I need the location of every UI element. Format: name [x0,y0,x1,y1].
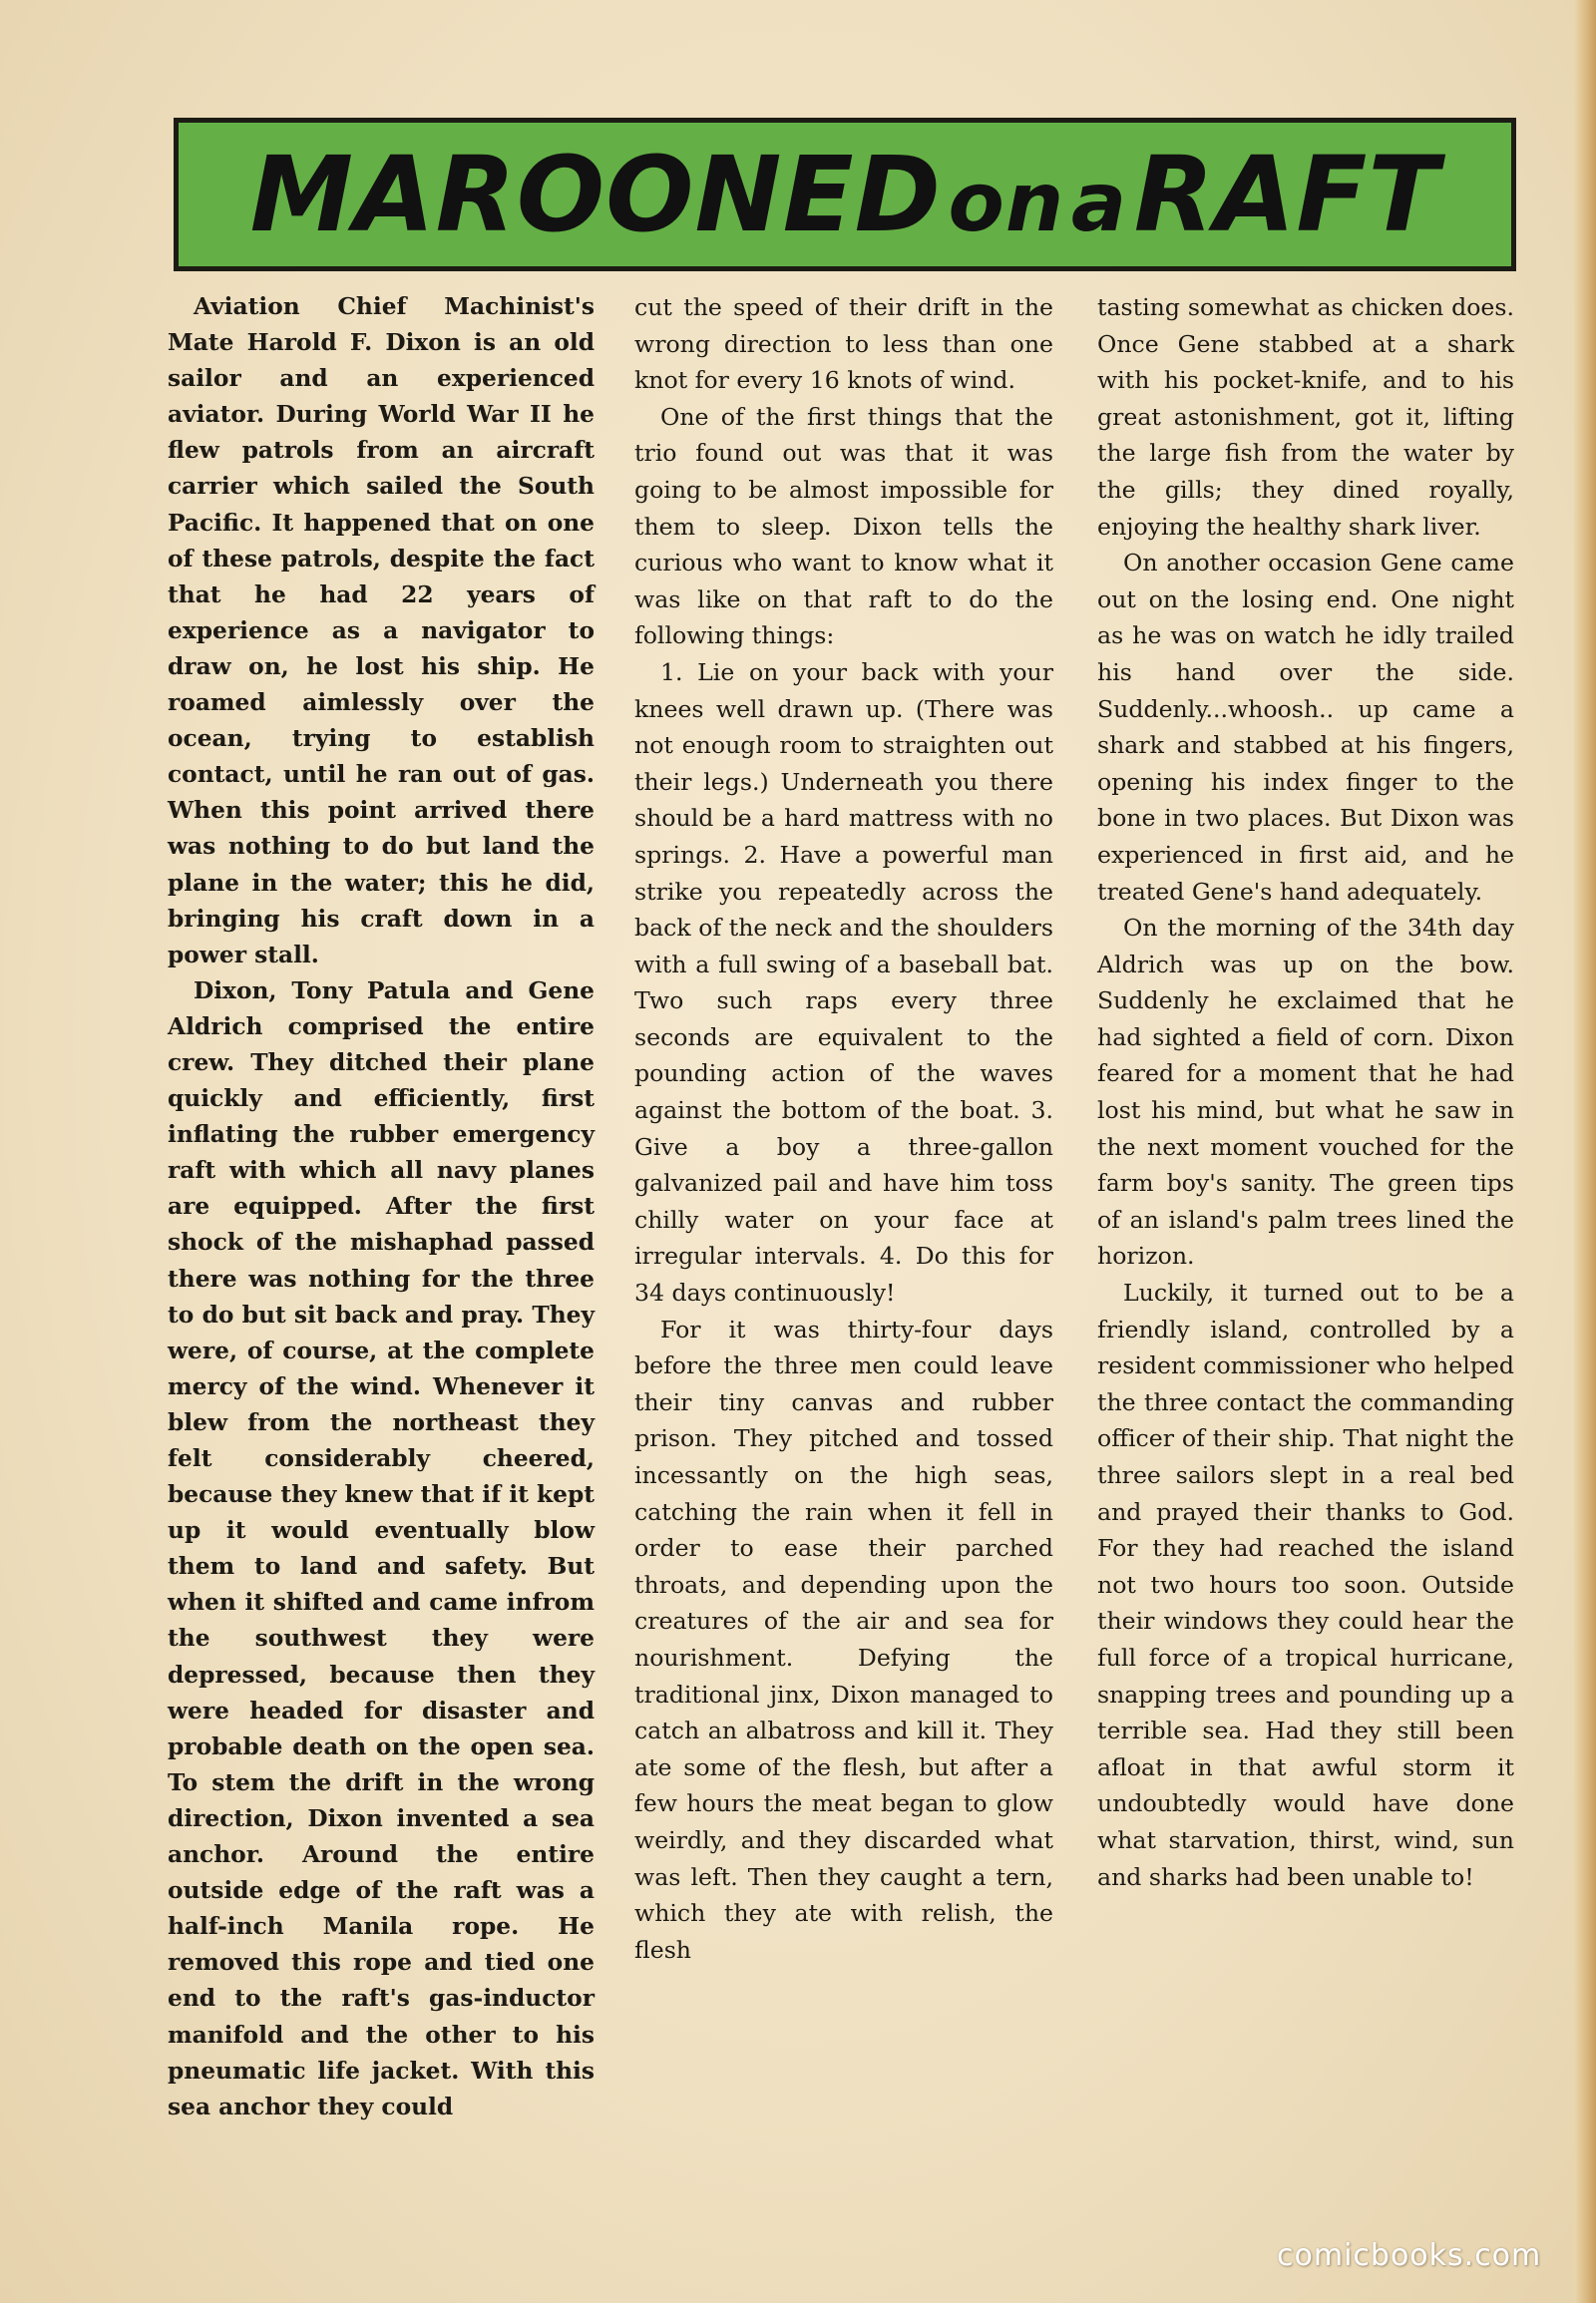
page-edge-shadow [1574,0,1596,2303]
site-watermark: comicbooks.com [1277,2238,1542,2273]
paragraph: One of the first things that the trio found out was that it was going to be almost impossible for them to sleep. Dixon tells the curious who want to know what it was like on that raft to do the following things: [634,402,1053,650]
title-banner [174,118,1516,271]
text-column-2 [634,289,1053,1968]
paragraph: cut the speed of their drift in the wrong direction to less than one knot for every 16 knots of wind. [634,293,1053,395]
paragraph: Luckily, it turned out to be a friendly island, controlled by a resident commissioner who helped the three contact the commanding officer of their ship. That night the three sailors slept in a real bed and prayed their thanks to God. For they had reached the island not two hours too soon. Outside their windows they could hear the full force of a tropical hurricane, snapping trees and pounding up a terrible sea. Had they still been afloat in that awful storm it undoubtedly would have done what starvation, thirst, wind, sun and sharks had been unable to! [1097,1279,1514,1891]
title-word-on: on [948,156,1065,250]
page-title [249,134,1440,255]
title-word-a: a [1070,156,1128,250]
paragraph: 1. Lie on your back with your knees well drawn up. (There was not enough room to straighten out their legs.) Underneath you there should be a hard mattress with no springs. 2. Have a powerful man strike you repeatedly across the back of the neck and the shoulders with a full swing of a baseball bat. Two such raps every three seconds are equivalent to the pounding action of the waves against the bottom of the boat. 3. Give a boy a three-gallon galvanized pail and have him toss chilly water on your face at irregular intervals. 4. Do this for 34 days continuously! [634,657,1053,1308]
title-word-marooned: MAROONED [249,134,942,255]
paragraph: Aviation Chief Machinist's Mate Harold F. Dixon is an old sailor and an experienced aviator. During World War II he flew patrols from an aircraft carrier which sailed the South Pacific. It happened that on one of these patrols, despite the fact that he had 22 years of experience as a navigator to draw on, he lost his ship. He roamed aimlessly over the ocean, trying to establish contact, until he ran out of gas. When this point arrived there was nothing to do but land the plane in the water; this he did, bringing his craft down in a power stall. [168,293,595,968]
paragraph: On the morning of the 34th day Aldrich was up on the bow. Suddenly he exclaimed that he had sighted a field of corn. Dixon feared for a moment that he had lost his mind, but what he saw in the next moment vouched for the farm boy's sanity. The green tips of an island's palm trees lined the horizon. [1097,914,1514,1271]
paragraph: For it was thirty-four days before the three men could leave their tiny canvas and rubber prison. They pitched and tossed incessantly on the high seas, catching the rain when it fell in order to ease their parched throats, and depending upon the creatures of the air and sea for nourishment. Defying the traditional jinx, Dixon managed to catch an albatross and kill it. They ate some of the flesh, but after a few hours the meat began to glow weirdly, and they discarded what was left. Then they caught a tern, which they ate with relish, the flesh [634,1315,1053,1964]
paragraph: Dixon, Tony Patula and Gene Aldrich comprised the entire crew. They ditched their plane quickly and efficiently, first inflating the rubber emergency raft with which all navy planes are equipped. After the first shock of the mishaphad passed there was nothing for the three to do but sit back and pray. They were, of course, at the complete mercy of the wind. Whenever it blew from the northeast they felt considerably cheered, because they knew that if it kept up it would eventually blow them to land and safety. But when it shifted and came infrom the southwest they were depressed, because then they were headed for disaster and probable death on the open sea. To stem the drift in the wrong direction, Dixon invented a sea anchor. Around the entire outside edge of the raft was a half-inch Manila rope. He removed this rope and tied one end to the raft's gas-inductor manifold and the other to his pneumatic life jacket. With this sea anchor they could [168,976,596,2120]
paragraph: tasting somewhat as chicken does. Once Gene stabbed at a shark with his pocket-knife, and to his great astonishment, got it, lifting the large fish from the water by the gills; they dined royally, enjoying the healthy shark liver. [1097,293,1514,541]
text-column-1 [168,289,595,2125]
title-word-raft: RAFT [1133,134,1440,255]
text-column-3 [1097,289,1514,1895]
paragraph: On another occasion Gene came out on the losing end. One night as he was on watch he idly trailed his hand over the side. Suddenly...whoosh.. up came a shark and stabbed at his fingers, opening his index finger to the bone in two places. But Dixon was experienced in first aid, and he treated Gene's hand adequately. [1097,549,1514,906]
